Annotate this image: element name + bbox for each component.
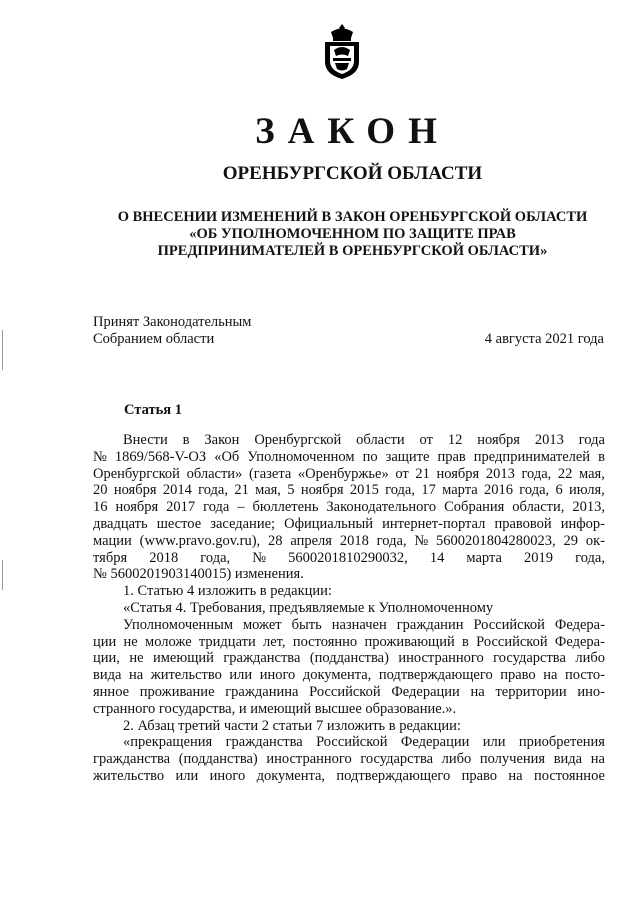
body-word: 28 [268,532,283,549]
body-word: имеющий [152,650,214,667]
body-word: июля, [569,482,605,499]
law-heading-line: ПРЕДПРИНИМАТЕЛЕЙ В ОРЕНБУРГСКОЙ ОБЛАСТИ» [157,243,548,259]
body-word: в [598,448,605,465]
body-word: 2016 [483,482,513,499]
body-word: гражданства [225,734,303,751]
body-word: (газета [248,465,292,482]
body-word: тября [93,549,128,566]
body-word: ноября [300,482,344,499]
body-word: 2018 [339,532,369,549]
body-line [93,734,605,751]
body-word: на [128,667,144,684]
body-word: Оренбургской [254,432,342,448]
body-word: право [500,667,536,684]
body-word: жительство [150,667,222,684]
body-word: мая, [255,482,281,499]
body-line [93,617,605,634]
body-word: года, [575,549,605,566]
body-word: (подданства) [309,650,389,667]
body-word: 2013, [572,499,605,516]
body-word: области, [512,499,565,516]
body-word: проживание [139,683,215,700]
body-word: гражданин [396,616,464,633]
body-word: 1. Статью 4 изложить в редакции: [123,583,332,600]
body-word: Федера- [554,616,605,633]
body-word: (подданства) [178,751,258,768]
body-line [93,466,605,483]
body-word: заседание; [210,515,276,532]
body-word: № [93,448,107,465]
body-word: на [590,751,605,768]
body-word: Российской [476,633,548,650]
body-word: государства [493,650,566,667]
body-line [93,634,605,651]
body-word: 5600201810290032, [288,549,408,566]
body-word: 14 [429,549,445,566]
body-word: документа, [302,667,372,684]
body-word: по [362,448,378,465]
body-word: 2. Абзац третий части 2 статьи 7 изложить в редакции: [123,717,461,734]
body-line [93,499,605,516]
body-word: янное [93,683,130,700]
body-word: Внести [123,432,168,448]
body-word: получения [479,751,546,768]
adoption-line: Принят Законодательным [93,314,252,330]
body-word: (www.pravo.gov.ru), [139,532,261,549]
body-word: 5 [287,482,295,499]
body-word: года [578,432,605,448]
body-word: инфор- [560,515,605,532]
body-word: двадцать [93,515,148,532]
body-word: быть [291,616,322,633]
body-word: области» [186,465,243,482]
body-word: государства [360,751,434,768]
body-word: «Статья 4. Требования, предъявляемые к Уполномоченному [123,599,494,616]
body-line [93,684,605,701]
body-word: вида [93,667,122,684]
body-word: иного [209,767,246,784]
body-word: 16 [93,499,108,516]
body-word: бюллетень [252,499,319,516]
body-word: на [508,767,523,784]
body-word: может [242,616,282,633]
body-word: ино- [577,683,605,700]
body-word: документа, [256,767,326,784]
body-line [93,449,605,466]
body-word: области [356,432,405,448]
body-word: ноября [115,499,159,516]
body-word: ции, [93,650,120,667]
body-word: иного [259,667,296,684]
body-line [93,533,605,550]
body-word: тридцати [198,633,256,650]
body-word: либо [441,751,472,768]
body-word: Официальный [284,515,373,532]
body-word: на [543,667,558,684]
body-word: интернет-портал [382,515,486,532]
body-word: «Оренбуржье» [297,465,389,482]
body-line [93,768,605,785]
body-line [93,667,605,684]
adoption-note [93,314,251,348]
body-word: посто- [564,667,605,684]
body-word: года, [385,482,415,499]
body-word: назначен [331,616,387,633]
body-word: либо [575,650,605,667]
body-line [93,432,605,449]
body-word: 20 [93,482,108,499]
body-word: марта [466,549,502,566]
body-word: проживающий [364,633,455,650]
body-word: года, [198,482,228,499]
body-word: ноября [477,432,520,448]
body-word: Законодательного [326,499,437,516]
body-word: приобретения [518,734,605,751]
body-word: подтверждающего [336,767,451,784]
adoption-date: 4 августа 2021 года [484,331,604,347]
body-word: № [252,549,267,566]
body-word: иностранного [266,751,352,768]
body-word: Федерации [391,683,460,700]
body-word: 2017 [166,499,196,516]
body-word: в [462,633,469,650]
body-word: моложе [145,633,192,650]
body-word: на [470,683,485,700]
body-word: года, [519,482,550,499]
body-word: Уполномоченным [123,616,233,633]
body-word: в [182,432,190,448]
body-line [93,600,605,617]
body-word: не [129,650,144,667]
body-word: от [395,465,409,482]
body-word: марта [442,482,478,499]
body-word: 2019 [524,549,554,566]
body-word: мая, [579,465,605,482]
coat-of-arms-icon [321,22,363,80]
body-line [93,516,605,533]
body-word: 22 [557,465,573,482]
body-word: предпринимателей [473,448,591,465]
body-line [93,701,605,718]
body-word: или [482,734,506,751]
document-title: ЗАКОН [255,111,450,152]
law-heading-line: О ВНЕСЕНИИ ИЗМЕНЕНИЙ В ЗАКОН ОРЕНБУРГСКОЙ ОБЛАСТИ [117,209,588,225]
body-word: Российской [309,683,381,700]
body-word: лет, [263,633,286,650]
body-word: 21 [415,465,430,482]
body-word: от [419,432,433,448]
body-word: 17 [421,482,436,499]
scan-margin-mark [2,560,3,590]
body-word: 2013 [534,432,564,448]
body-word: ции [93,633,117,650]
body-word: гражданина [225,683,299,700]
body-word: правовой [494,515,552,532]
body-word: мации [93,532,132,549]
body-word: постоянно [292,633,358,650]
body-word: не [123,633,138,650]
article-body [93,432,605,785]
body-word: № [414,532,429,549]
body-word: 2018 [149,549,179,566]
body-line [93,482,605,499]
body-word: ок- [585,532,605,549]
body-word: года [203,499,230,516]
body-word: прав [437,448,466,465]
body-word: жительство [93,767,165,784]
body-word: «прекращения [123,734,213,751]
body-word: апреля [290,532,332,549]
body-word: иностранного [398,650,484,667]
body-word: гражданства [223,650,301,667]
body-word: или [175,767,199,784]
body-word: 1869/568-V-ОЗ [114,448,207,465]
body-word: 2013 [485,465,515,482]
document-subtitle: ОРЕНБУРГСКОЙ ОБЛАСТИ [222,163,483,184]
body-word: года, [200,549,231,566]
law-heading-line: «ОБ УПОЛНОМОЧЕННОМ ПО ЗАЩИТЕ ПРАВ [189,226,516,242]
adoption-line: Собранием области [93,331,215,347]
body-line [93,650,605,667]
body-word: Российской [316,734,388,751]
body-word: защите [385,448,430,465]
body-word: года, [376,532,407,549]
body-word: право [461,767,498,784]
article-title: Статья 1 [124,402,182,418]
body-word: шестое [156,515,202,532]
body-word: ноября [436,465,480,482]
body-word: Собрания [444,499,505,516]
body-line [93,718,605,735]
body-word: года, [521,465,552,482]
body-word: Российской [473,616,545,633]
scan-margin-mark [2,330,3,370]
body-word: 2015 [349,482,379,499]
body-line [93,583,605,600]
body-word: гражданства [93,751,171,768]
body-word: 5600201804280023, [436,532,556,549]
body-word: постоянное [533,767,605,784]
body-word: ноября [113,482,157,499]
body-word: вида [553,751,583,768]
body-word: подтверждающего [378,667,493,684]
body-line [93,751,605,768]
body-word: Уполномоченном [247,448,355,465]
body-word: Закон [204,432,240,448]
body-word: № 5600201903140015) изменения. [93,566,304,583]
body-line [93,550,605,567]
body-word: 2014 [162,482,192,499]
body-word: Федерации [400,734,470,751]
body-word: территории [495,683,567,700]
body-line [93,566,605,583]
body-word: «Об [214,448,240,465]
body-word: 21 [234,482,249,499]
body-word: 6 [555,482,563,499]
body-word: – [237,499,245,516]
body-word: странного государства, и имеющий высшее образование.». [93,700,457,717]
body-word: или [229,667,253,684]
law-heading [100,209,605,260]
body-word: 29 [563,532,579,549]
body-word: 12 [447,432,463,448]
body-word: Оренбургской [93,465,180,482]
body-word: Федера- [554,633,605,650]
